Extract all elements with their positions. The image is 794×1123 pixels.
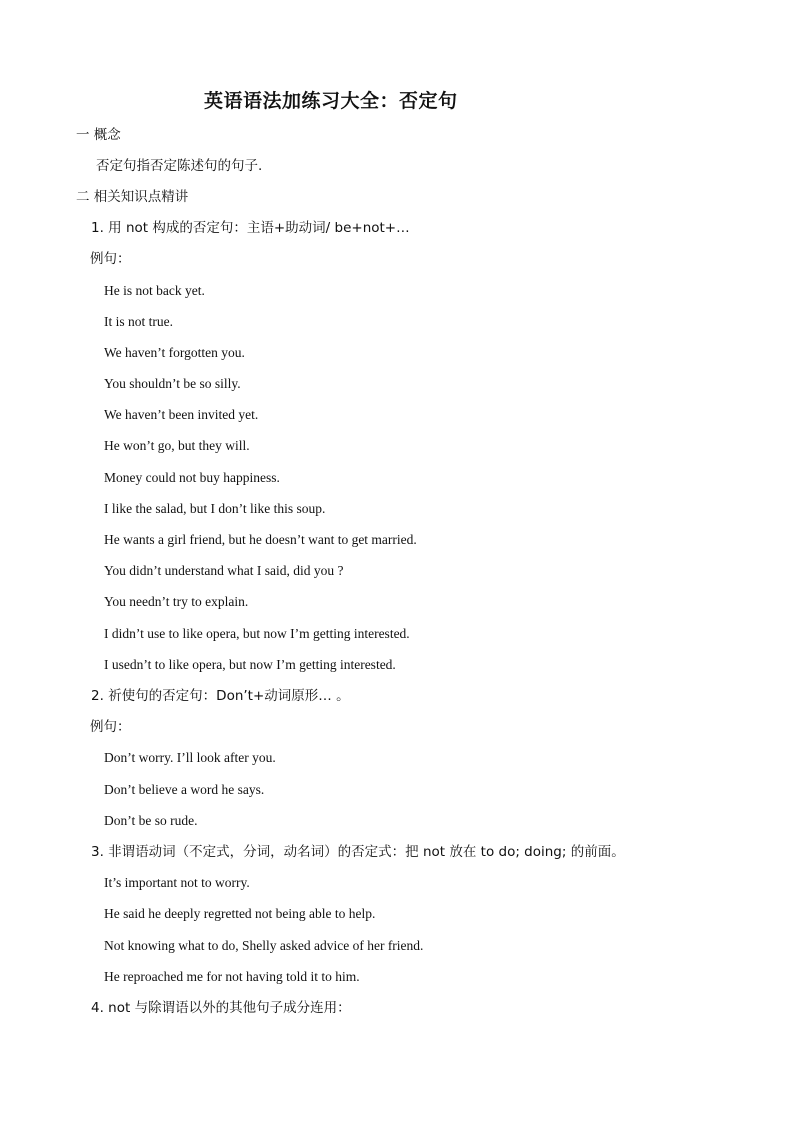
example-line: We haven’t been invited yet.: [104, 407, 259, 422]
example-line: He is not back yet.: [104, 283, 205, 298]
example-line: You didn’t understand what I said, did you ?: [104, 563, 344, 578]
example-line: It is not true.: [104, 314, 173, 329]
example-line: Don’t worry. I’ll look after you.: [104, 750, 276, 765]
point1-heading: 1. 用 not 构成的否定句：主语+助动词/ be+not+…: [91, 220, 410, 236]
example-line: Money could not buy happiness.: [104, 470, 280, 485]
point3-heading: 3. 非谓语动词（不定式，分词，动名词）的否定式：把 not 放在 to do; doing; 的前面。: [91, 844, 625, 860]
example-line: Don’t believe a word he says.: [104, 782, 265, 797]
example-line: He reproached me for not having told it to him.: [104, 969, 360, 984]
point2-heading: 2. 祈使句的否定句：Don’t+动词原形… 。: [91, 688, 350, 704]
concept-text: 否定句指否定陈述句的句子.: [96, 158, 263, 174]
example-line: I like the salad, but I don’t like this soup.: [104, 501, 326, 516]
example-line: He said he deeply regretted not being able to help.: [104, 906, 376, 921]
example-line: I didn’t use to like opera, but now I’m getting interested.: [104, 626, 410, 641]
example-line: We haven’t forgotten you.: [104, 345, 245, 360]
page-title: 英语语法加练习大全：否定句: [204, 91, 458, 112]
example-line: Don’t be so rude.: [104, 813, 198, 828]
point2-example-label: 例句：: [90, 719, 131, 735]
example-line: Not knowing what to do, Shelly asked advice of her friend.: [104, 938, 424, 953]
knowledge-heading: 二 相关知识点精讲: [76, 189, 189, 205]
example-line: It’s important not to worry.: [104, 875, 250, 890]
example-line: You shouldn’t be so silly.: [104, 376, 241, 391]
example-line: He won’t go, but they will.: [104, 438, 250, 453]
example-line: He wants a girl friend, but he doesn’t want to get married.: [104, 532, 417, 547]
example-line: You needn’t try to explain.: [104, 594, 249, 609]
point1-example-label: 例句：: [90, 251, 131, 267]
point4-heading: 4. not 与除谓语以外的其他句子成分连用：: [91, 1000, 351, 1016]
example-line: I usedn’t to like opera, but now I’m getting interested.: [104, 657, 396, 672]
concept-heading: 一 概念: [76, 127, 121, 143]
